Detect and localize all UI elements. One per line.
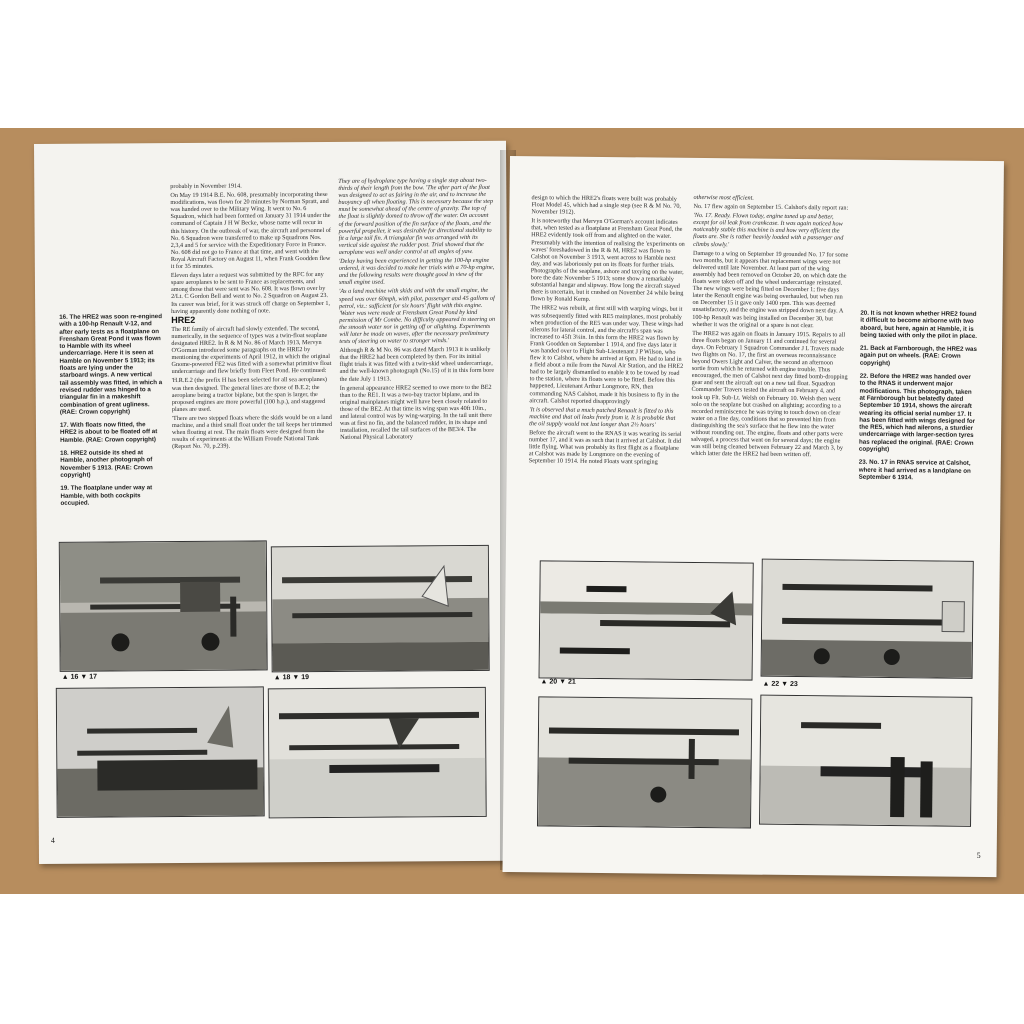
text-paragraph: design to which the HRE2's floats were built was probably Float Model 45, which had a single step (see R & M No. 70, November 1912).	[531, 194, 682, 216]
left-page	[34, 141, 511, 864]
caption-23: 23. No. 17 in RNAS service at Calshot, where it had arrived as a landplane on September 6 1914.	[858, 459, 971, 482]
text-paragraph: No. 17 flew again on September 15. Calshot's daily report ran:	[693, 203, 849, 212]
photo-label-16-17: ▲ 16 ▼ 17	[61, 673, 98, 681]
caption-18: 18. HRE2 outside its shed at Hamble, another photograph of November 5 1913. (RAE: Crown copyright)	[60, 449, 153, 479]
caption-21: 21. Back at Farnborough, the HRE2 was again put on wheels. (RAE: Crown copyright)	[859, 344, 977, 367]
right-captions	[858, 310, 979, 571]
photo-18	[271, 545, 490, 673]
text-paragraph: Although R & M No. 86 was dated March 1913 it is unlikely that the HRE2 had been completed by then. For its initial flight trials it was fitted with a twin-skid wheel undercarriage, and the well-known photograph (No.15) of it in this form bore the date July 1 1913.	[339, 345, 495, 383]
text-paragraph: On May 19 1914 B.E. No. 608, presumably incorporating these modifications, was flown for 20 minutes by Norman Spratt, and was handed over to the Military Wing. It went to No. 6 Squadron, which had been formed on January 31 1914 under the command of Captain J H W Becke, whose name will recur in this history. On the outbreak of war, the aircraft and personnel of No. 6 Squadron were transferred to make up Squadrons Nos. 2,3,4 and 5 for service with the Expeditionary Force in France. No. 608 did not go to France at that time, and went with the Royal Aircraft Factory on August 11, when Frank Goodden flew it for 35 minutes.	[170, 191, 331, 271]
text-paragraph: The RE family of aircraft had slowly extended. The second, numerically, in the sequence of types was a twin-float seaplane designated HRE2. In R & M No. 86 of March 1913, Mervyn O'Gorman introduced some paragraphs on the HRE2 by mentioning the experiments of April 1912, in which the original Gnome-powered FE2 was fitted with a somewhat primitive float undercarriage and flew briefly from Fleet Pond. He continued:	[171, 324, 332, 376]
photo-20	[539, 560, 754, 680]
text-paragraph: In general appearance HRE2 seemed to owe more to the BE2 than to the RE1. It was a two-bay tractor biplane, and its original mainplanes might well have been closely related to those of the BE2. At that time its wing span was 40ft 10in., and lateral control was by wing-warping. In the tail unit there was at first no fin, and the balanced rudder, in its shape and installation, recalled the tail surfaces of the BE3/4. The National Physical Laboratory	[339, 383, 492, 442]
right-column-1	[528, 194, 686, 568]
caption-16: 16. The HRE2 was soon re-engined with a 100-hp Renault V-12, and after early tests as a floatplane on Frensham Great Pond it was flown to Hamble with its wheel undercarriage. Here it is seen at Hamble on November 5 1913; its floats are lying under the starboard wings. A new vertical tail assembly was fitted, in which a revised rudder was hinged to a triangular fin in a makeshift combination of great ugliness. (RAE: Crown copyright)	[59, 313, 163, 416]
text-paragraph: 'No. 17. Ready. Flown today, engine tuned up and better, except for oil leak from crankcase. It was again noticed how noticeably stable this machine is and how very efficient the floats are. She is rather heavily loaded with a passenger and climbs slowly.'	[693, 212, 844, 248]
text-paragraph: 'It is observed that a much patched Renault is fitted to this machine and that oil leaks freely from it. It is probable that the oil supply would not last longer than 2½ hours'	[529, 405, 676, 429]
text-paragraph: The HRE2 was rebuilt, at first still with warping wings, but it was subsequently fitted with RE5 mainplanes, most probably when production of the RE5 was under way. These wings had ailerons for lateral control, and the aircraft's span was increased to 45ft 3¼in. In this form the HRE2 was flown by Frank Goodden on September 1 1914, and five days later it was handed over to Flight Sub-Lieutenant J P Wilson, who flew it to Calshot, where he arrived at 6pm. He had to land in a field about a mile from the Naval Air Station, and the HRE2 had to be largely dismantled to enable it to be towed by road to the station, where its floats were to be fitted. Before this happened, Lieutenant Arthur Longmore, RN, then commanding NAS Calshot, made it his business to fly in the aircraft. Calshot reported disapprovingly	[529, 304, 684, 405]
text-paragraph: Damage to a wing on September 19 grounded No. 17 for some two months, but it appears that replacement wings were not delivered until late November. At least part of the wing assembly had been removed on October 20, on which date the floats were taken off and the wheel undercarriage reinstated. The new wings were being fitted on December 1; five days later the Renault engine was being overhauled, but when run on December 15 it gave only 1400 rpm. This was deemed unsatisfactory, and the engine was stripped down next day. A 100-hp Renault was being installed on December 30, but whether it was the original or a spare is not clear.	[692, 249, 849, 329]
left-column-2	[170, 182, 335, 543]
section-heading: HRE2	[171, 314, 196, 325]
text-paragraph: otherwise most efficient.	[693, 193, 754, 202]
caption-17: 17. With floats now fitted, the HRE2 is about to be floated off at Hamble. (RAE: Crown copyright)	[59, 421, 158, 444]
text-paragraph: They are of hydroplane type having a single step about two-thirds of their length from the bow. 'The after part of the float was designed to act as fairing in the air, and to increase the buoyancy aft when floating. This is necessary because the step must be somewhat ahead of the centre of gravity. The top of the float is slightly domed to throw off the water. On account of the forward position of the fin surface of the floats, and the powerful propeller, it was desirable for directional stability to fit a large tail fin. A triangular fin was arranged with its vertical side against the rudder post. Trial showed that the aeroplane was well under control at all angles of yaw.	[338, 176, 494, 256]
right-page	[503, 156, 1004, 877]
text-paragraph: 'H.R.E.2 (the prefix H has been selected for all sea aeroplanes) was then designed. The general lines are those of B.E.2; the aeroplane being a tractor biplane, but the span is larger, the proposed engines are more powerful (100 h.p.), and staggered planes are used.	[171, 376, 327, 413]
caption-19: 19. The floatplane under way at Hamble, with both cockpits occupied.	[60, 484, 153, 507]
photo-21	[537, 696, 752, 828]
caption-22: 22. Before the HRE2 was handed over to the RNAS it underwent major modifications. This photograph, taken at Farnborough but belatedly dated September 10 1914, shows the aircraft wearing its official serial number 17. It has been fitted with wings designed for the RE5, which had ailerons, a sturdier undercarriage with larger-section tyres has replaced the original. (RAE: Crown copyright)	[858, 372, 976, 454]
left-captions	[59, 313, 164, 544]
photo-label-22-23: ▲ 22 ▼ 23	[762, 680, 798, 689]
text-paragraph: 'There are two stepped floats where the skids would be on a land machine, and a third small float under the tail keeps her trimmed when floating at rest. The main floats were designed from the results of experiments at the William Froude National Tank (Report No. 70, p.239).	[171, 413, 333, 451]
photo-16	[59, 540, 268, 671]
photo-23	[759, 695, 972, 827]
text-paragraph: It is noteworthy that Mervyn O'Gorman's account indicates that, when tested as a floatplane at Frensham Great Pond, the HRE2 evidently took off from and alighted on the water. Presumably with the intention of realising the 'experiments on waves' foreshadowed in the R & M, HRE2 was flown to Calshot on November 3 1913, went across to Hamble next day, and was laboriously put on its floats for further trials. Photographs of the seaplane, ashore and taxying on the water, bore the date November 5 1913; some show a remarkably substantial hangar and slipway. How long the aircraft stayed there is uncertain, but it crashed on November 24 while being flown by Ronald Kemp.	[530, 217, 685, 304]
photo-19	[268, 687, 487, 819]
right-column-2	[690, 194, 850, 570]
photo-22	[761, 559, 974, 679]
text-paragraph: Before the aircraft went to the RNAS it was wearing its serial number 17, and it was as such that it arrived at Calshot. It did little flying. What was probably its first flight as a floatplane at Calshot was made by Longmore on the evening of September 10 1914. He noted Floats want springing	[528, 429, 682, 466]
left-column-3	[338, 177, 497, 542]
page-number-right: 5	[976, 850, 981, 860]
text-paragraph: 'Delay having been experienced in getting the 100-hp engine ordered, it was decided to make her trials with a 70-hp engine, and the following results were thought good in view of the small engine used.	[338, 256, 495, 287]
photo-17	[56, 686, 265, 817]
caption-20: 20. It is not known whether HRE2 found it difficult to become airborne with two aboard, but here, again at Hamble, it is being taxied with only the pilot in place.	[860, 309, 978, 340]
text-paragraph: The HRE2 was again on floats in January 1915. Repairs to all three floats began on January 11 and continued for several days. On February 1 Squadron Commander J L Travers made two flights on No. 17, the first an overseas reconnaissance beyond Owers Light and Calver, the second an afternoon sortie from which he returned with engine trouble. Thus encouraged, the men of Calshot next day fitted bomb-dropping gear and sent the aircraft out on a new tail float. Squadron Commander Travers tested the aircraft on February 4, and took up Flt. Sub-Lt. Welsh on February 10. Welsh then went solo on the seaplane but crashed on alighting; according to a recorded reminiscence he was trying to touch down on clear water on a fine day, conditions that so prevented him from distinguishing the sea's surface that he flew into the water without rounding out. The engine, floats and other parts were salvaged, a process that went on for several days; the engine was still being cleaned between February 22 and March 3, by which latter date the HRE2 had been written off.	[690, 329, 848, 459]
text-paragraph: probably in November 1914.	[170, 182, 242, 191]
page-number-left: 4	[50, 835, 55, 845]
text-paragraph: Eleven days later a request was submitted by the RFC for any spare aeroplanes to be sent to France as replacements, and among those that were sent was No. 608. It was flown over by 2/Lt. C Gordon Bell and went to No. 2 Squadron on August 23. Its career was brief, for it was struck off charge on September 1, having apparently done nothing of note.	[170, 271, 331, 315]
photo-label-18-19: ▲ 18 ▼ 19	[273, 674, 310, 682]
text-paragraph: 'As a land machine with skids and with the small engine, the speed was over 60mph, with pilot, passenger and 45 gallons of petrol, viz.: sufficient for six hours' flight with this engine. 'Water was were made at Frensham Great Pond by kind permission of Mr Combe. No difficulty appeared in steering on the smooth water nor in getting off or alighting. Experiments will later be made on waves, after the necessary preliminary tests of steering on water to stronger winds.'	[339, 287, 496, 345]
photo-label-20-21: ▲ 20 ▼ 21	[540, 678, 576, 686]
